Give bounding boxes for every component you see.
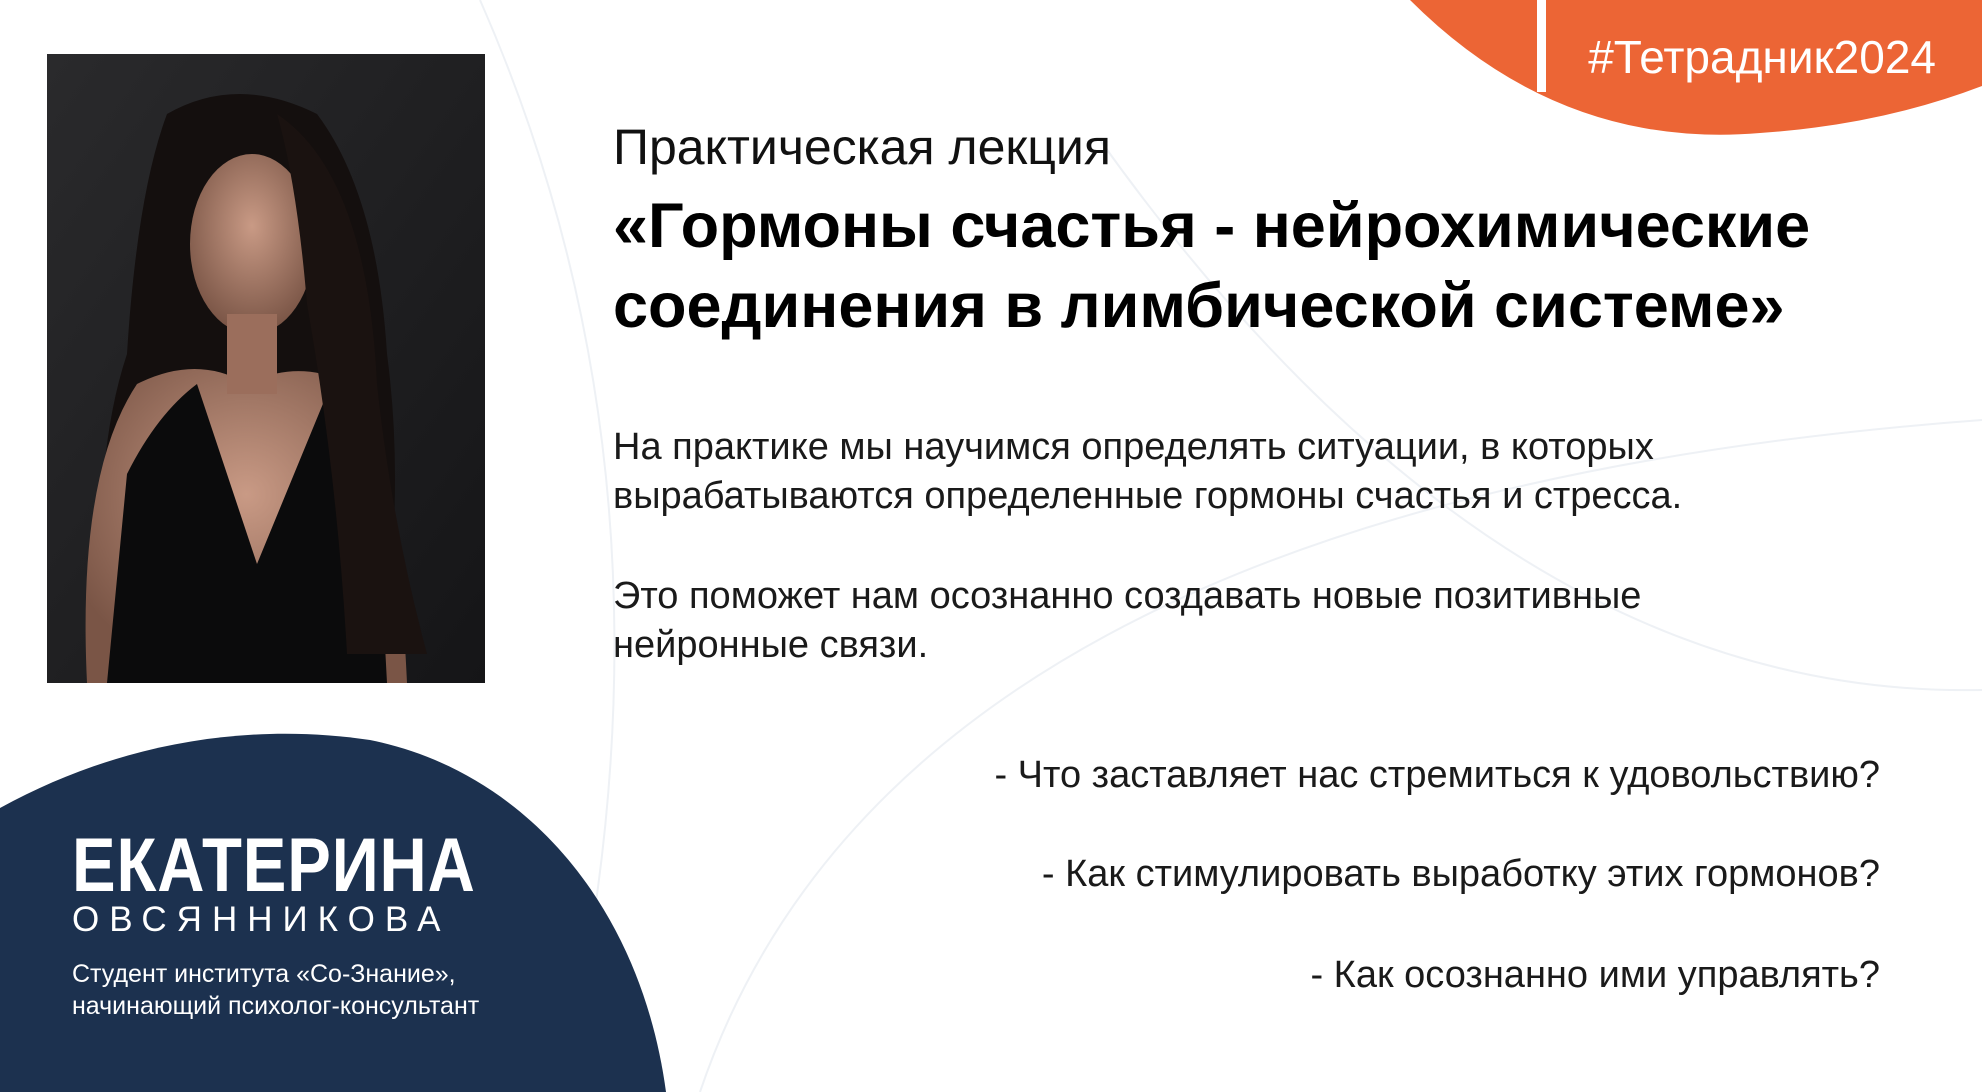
hashtag-label: #Тетрадник2024 bbox=[1588, 31, 1936, 83]
portrait-image bbox=[47, 54, 485, 683]
description-paragraph-2 bbox=[613, 572, 1641, 670]
speaker-photo bbox=[47, 54, 485, 683]
lecture-title-line: «Гормоны счастья - нейрохимические bbox=[613, 191, 1811, 261]
role-line: Студент института «Со-Знание», bbox=[72, 960, 456, 988]
speaker-last-name: ОВСЯННИКОВА bbox=[72, 900, 451, 939]
lecture-title-line: соединения в лимбической системе» bbox=[613, 271, 1785, 341]
role-line: начинающий психолог-консультант bbox=[72, 992, 480, 1020]
paragraph-line: вырабатываются определенные гормоны счастья и стресса. bbox=[613, 475, 1683, 517]
speaker-first-name: ЕКАТЕРИНА bbox=[72, 823, 476, 908]
speaker-role bbox=[72, 958, 479, 1022]
question-3: - Как осознанно ими управлять? bbox=[1310, 954, 1880, 996]
orange-divider bbox=[1537, 0, 1546, 92]
description-paragraph-1 bbox=[613, 423, 1682, 521]
paragraph-line: На практике мы научимся определять ситуации, в которых bbox=[613, 426, 1654, 468]
paragraph-line: Это поможет нам осознанно создавать новые позитивные bbox=[613, 575, 1642, 617]
question-1: - Что заставляет нас стремиться к удовольствию? bbox=[994, 754, 1880, 796]
question-2: - Как стимулировать выработку этих гормонов? bbox=[1041, 853, 1880, 895]
paragraph-line: нейронные связи. bbox=[613, 624, 929, 666]
lecture-subtitle: Практическая лекция bbox=[613, 119, 1111, 175]
lecture-title bbox=[613, 186, 1810, 346]
